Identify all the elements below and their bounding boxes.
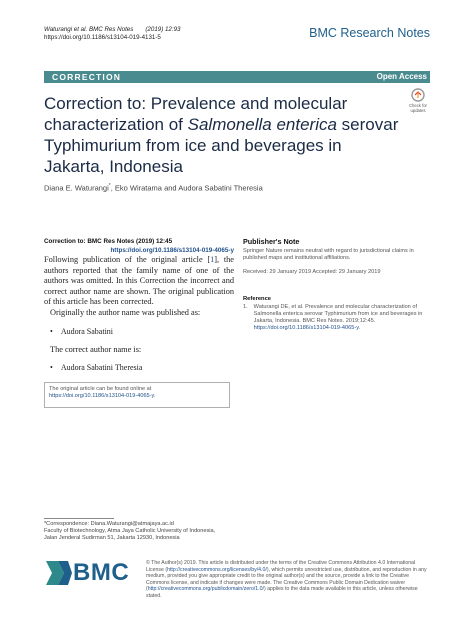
correspondence-email[interactable]: *Correspondence: Diana.Waturangi@atmajaya.ac.id xyxy=(44,521,174,527)
correction-paragraph xyxy=(44,255,234,308)
main-column xyxy=(44,237,234,381)
original-author-name: Audora Sabatini xyxy=(60,327,114,336)
box-text: The original article can be found online at xyxy=(49,386,152,392)
open-access-label: Open Access xyxy=(376,72,427,81)
correct-author-name: Audora Sabatini Theresia xyxy=(60,363,143,372)
original-doi-link[interactable]: https://doi.org/10.1186/s13104-019-4065-y xyxy=(110,247,234,254)
title-part2: serovar Typhimurium from ice and beverages in Jakarta, Indonesia xyxy=(44,115,399,176)
para1-start: Following publication of the original article [ xyxy=(44,255,211,264)
original-article-box xyxy=(44,382,230,408)
list-item-original-name xyxy=(44,327,234,336)
reference-item xyxy=(243,304,433,332)
header-year-volume: (2019) 12:93 xyxy=(145,26,181,33)
author-first: Diana E. Waturangi xyxy=(44,183,109,193)
license-part2: ), which permits unrestricted use, distribution, and reproduction in any medium, provided you give appropriate credit to the original author(s) and the source, provide a link to the Creative Commons license, and indicate if changes were made. The Creative Commons Public Domain Dedication waiver ( xyxy=(146,566,427,593)
title-part1: Correction to: Prevalence and molecular characterization of xyxy=(44,94,348,134)
header-authors: Waturangi et al. xyxy=(44,26,88,33)
article-title xyxy=(44,93,402,177)
check-for-updates-label[interactable] xyxy=(404,103,432,113)
reference-doi-link[interactable]: https://doi.org/10.1186/s13104-019-4065-y xyxy=(253,325,359,331)
reference-body xyxy=(254,304,433,332)
article-type-label: CORRECTION xyxy=(52,72,122,82)
bullet-icon: • xyxy=(50,327,53,336)
reference-text: Waturangi DE, et al. Prevalence and molecular characterization of Salmonella enterica serovar Typhimurium from ice and beverages in Jakarta, Indonesia. BMC Res Notes. 2019;12:45. xyxy=(253,304,423,324)
publisher-note-heading: Publisher's Note xyxy=(243,237,300,246)
author-list xyxy=(44,183,263,193)
side-column xyxy=(243,237,433,332)
license-cc0-link[interactable]: http://creativecommons.org/publicdomain/zero/1.0/ xyxy=(147,586,264,593)
header-doi-link[interactable]: https://doi.org/10.1186/s13104-019-4131-5 xyxy=(44,34,161,41)
header-journal: BMC Res Notes xyxy=(88,26,134,33)
title-italic: Salmonella enterica xyxy=(187,115,337,134)
license-part1: © The Author(s) 2019. This article is distributed under the terms of the Creative Commons Attribution 4.0 International License ( xyxy=(146,560,416,573)
license-part3: ) applies to the data made available in this article, unless otherwise stated. xyxy=(146,586,418,599)
publisher-note-text: Springer Nature remains neutral with regard to jurisdictional claims in published maps and institutional affiliations. xyxy=(243,248,414,261)
list-item-correct-name xyxy=(44,363,234,372)
reference-heading: Reference xyxy=(243,296,272,302)
original-name-intro: Originally the author name was published as: xyxy=(50,307,201,317)
correction-citation: Correction to: BMC Res Notes (2019) 12:45 xyxy=(44,238,173,245)
received-accepted-dates: Received: 29 January 2019 Accepted: 29 January 2019 xyxy=(243,269,381,275)
bullet-icon: • xyxy=(50,363,53,372)
check-updates-line1: Check for xyxy=(409,103,427,108)
box-end: . xyxy=(153,393,156,399)
correct-name-intro: The correct author name is: xyxy=(50,345,142,354)
reference-link-1[interactable]: 1 xyxy=(210,255,215,264)
running-header xyxy=(44,26,180,42)
affiliation-line2: Jalan Jenderal Sudirman 51, Jakarta 12930, Indonesia xyxy=(44,535,180,541)
author-rest: , Eko Wiratama and Audora Sabatini Theresia xyxy=(110,183,263,193)
reference-number: 1. xyxy=(243,304,248,310)
license-text xyxy=(146,560,432,600)
footnote-divider xyxy=(44,518,114,519)
bmc-logo-text: BMC xyxy=(73,559,130,586)
correspondence-block xyxy=(44,521,244,542)
para1-end: ], the authors reported that the family name of one of the authors was omitted. In this Correction the incorrect and correct author name are shown. The original publication of this article has been corrected. xyxy=(44,255,234,306)
reference-end: . xyxy=(358,325,361,331)
license-cc-link[interactable]: http://creativecommons.org/licenses/by/4.0/ xyxy=(167,566,267,573)
box-doi-link[interactable]: https://doi.org/10.1186/s13104-019-4065-y xyxy=(49,393,154,399)
journal-name: BMC Research Notes xyxy=(309,26,430,40)
affiliation-line1: Faculty of Biotechnology, Atma Jaya Catholic University of Indonesia, xyxy=(44,528,216,534)
author-correspondence-mark: * xyxy=(108,183,111,189)
check-updates-line2: updates xyxy=(410,108,426,113)
